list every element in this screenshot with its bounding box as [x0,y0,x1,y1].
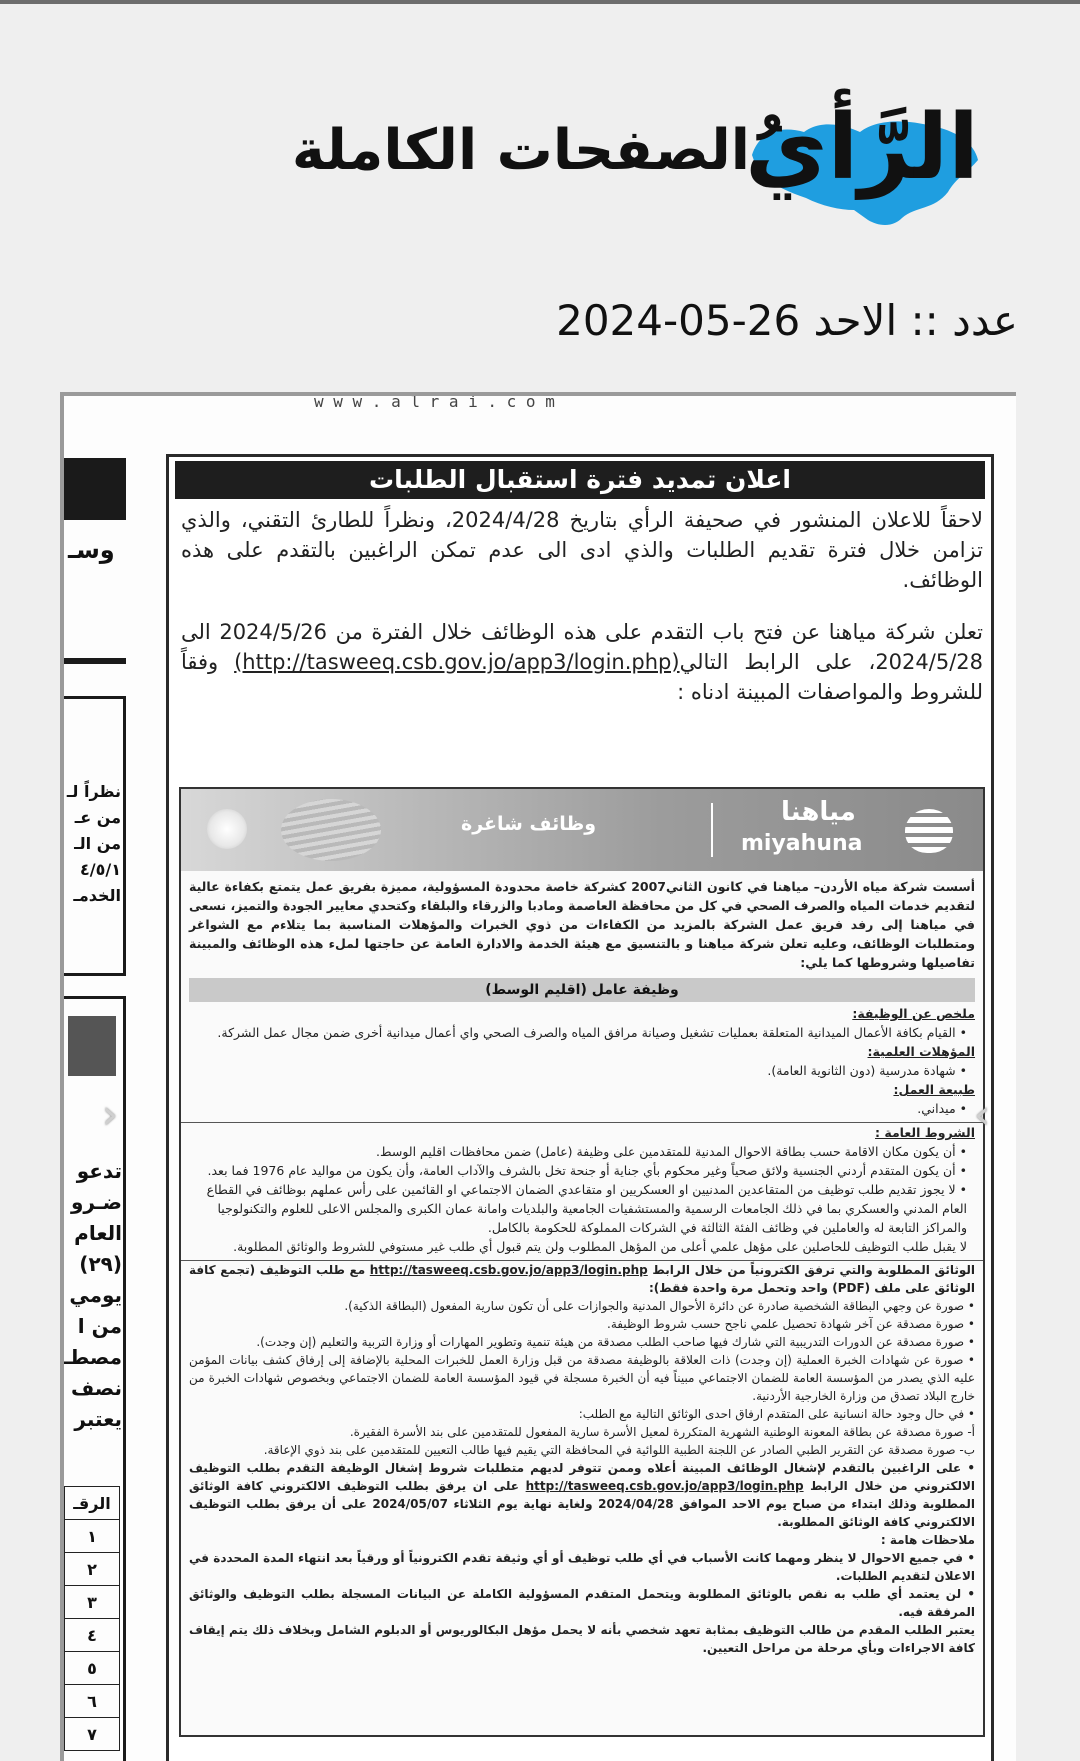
table-row: ٤ [65,1619,120,1652]
neighbor-rule [64,658,126,664]
general-conditions-heading: الشروط العامة : [875,1125,975,1140]
note-item: يعتبر الطلب المقدم من طالب التوظيف بمثابة تعهد شخصي بأنه لا يحمل مؤهل البكالوريوس أو الدبلوم الشامل وبخلاف ذلك يتم إيقاف كافة الاجراءات وبأي مرحلة من مراحل التعيين. [189,1623,975,1655]
announcement-paragraph-2 [169,617,991,707]
announcement-paragraph-2-text: تعلن شركة مياهنا عن فتح باب التقدم على هذه الوظائف خلال الفترة من 2024/5/26 الى 2024/5/28، على الرابط التالي [181,620,983,674]
application-link[interactable]: (http://tasweeq.csb.gov.jo/app3/login.php) [234,650,680,674]
table-row: ٧ [65,1718,120,1751]
company-intro: أسست شركة مياه الأردن– مياهنا في كانون الثاني2007 كشركة خاصة محدودة المسؤولية، مميزة بفريق عمل يتمتع بكفاءة عالية لتقديم خدمات المياه والصرف الصحي في كل من محافظة العاصمة ومادبا والزرقاء والبلقاء وكتحدي معايير الجودة والتميز، نسعى في مياهنا إلى رفد فريق عمل الشركة بالمزيد من الكفاءات من ذوي الخبرات والمؤهلات المناسبة بما يتلاءم مع الشواغر ومتطلبات الوظائف، وعليه تعلن شركة مياهنا و بالتنسيق مع هيئة الخدمة والادارة العامة عن حاجتها لملء هذه الوظائف والمبينة تفاصيلها وشروطها كما يلي: [189,879,975,970]
document-item: • صورة عن شهادات الخبرة العملية (إن وجدت) ذات العلاقة بالوظيفة مصدقة من قبل وزارة العمل للخبرات المحلية بالإضافة إلى إرفاق كشف بيانات المؤمن عليه الذي يصدر من المؤسسة العامة للضمان الاجتماعي مبيناً فيه أن الخبرة مسجلة في قيود المؤسسة العامة للضمان الاجتماعي وبخصوص شهادات الخبرة من خارج البلاد تصدق من وزارة الخارجية الأردنية. [189,1353,975,1403]
condition-item: • أن يكون المتقدم أردني الجنسية ولائق صحياً وغير محكوم بأي جناية أو جنحة تخل بالشرف والآداب العامة، وأن يكون من مواليد عام 1976 فما بعد. [207,1163,967,1178]
condition-item: لا يقبل طلب التوظيف للحاصلين على مؤهل علمي أعلى من المؤهل المطلوب ولن يتم قبول أي طلب غير مستوفي للشروط والوثائق المطلوبة. [233,1239,967,1254]
logo-text: الرَّأيُ [745,95,979,200]
announcement-paragraph-2-end: وفقاً للشروط والمواصفات المبينة ادناه : [181,650,983,704]
documents-link[interactable]: http://tasweeq.csb.gov.jo/app3/login.php [369,1263,648,1277]
neighbor-text: تدعو ضـرو العام (٢٩) يومي من ا مصطـ نصف يعتبر [63,1159,122,1431]
table-row: ٦ [65,1685,120,1718]
document-item: • صورة عن وجهي البطاقة الشخصية صادرة عن دائرة الأحوال المدنية والجوازات على أن تكون سارية المفعول (البطاقة الذكية). [344,1299,975,1313]
qualifications-text: • شهادة مدرسية (دون الثانوية العامة). [767,1063,967,1078]
table-row: ١ [65,1520,120,1553]
newspaper-page-viewer[interactable] [60,392,1016,1761]
wave-icon [281,799,381,861]
document-item: أ- صورة مصدقة عن بطاقة المعونة الوطنية الشهرية المتكررة لمعيل الأسرة سارية المفعول للمتقدمين على بند الأسرة الفقيرة. [349,1425,975,1439]
documents-intro [189,1261,975,1297]
document-item: • في حال وجود حالة انسانية على المتقدم ارفاق احدى الوثائق التالية مع الطلب: [578,1407,975,1421]
announcement-paragraph-1: لاحقاً للاعلان المنشور في صحيفة الرأي بتاريخ 2024/4/28، ونظراً للطارئ التقني، والذي تزامن خلال فترة تقديم الطلبات والذي ادى الى عدم تمكن الراغبين بالتقدم على هذه الوظائف. [181,508,983,592]
neighbor-word: وسـ [68,536,115,564]
neighbor-table [64,1486,120,1751]
neighbor-box-text: نظراً لـ من عـ من الـ ٤/٥/١ الخدمـ [66,782,121,905]
condition-item: • أن يكون مكان الاقامة حسب بطاقة الاحوال المدنية للمتقدمين على وظيفة (عامل) ضمن محافظات اقليم الوسط. [376,1144,967,1159]
issue-label: عدد :: الاحد [813,296,1018,345]
brand-name-arabic: مياهنا [781,797,856,827]
apply-link[interactable]: http://tasweeq.csb.gov.jo/app3/login.php [525,1479,804,1493]
note-item: • في جميع الاحوال لا ينظر ومهما كانت الأسباب في أي طلب توظيف أو أي وثيقة تقدم الكترونياً أو ورقياً بعد انتهاء المدة المحددة في الاعلان لتقديم الطلبات. [189,1551,975,1583]
miyahuna-banner [181,789,983,871]
apply-text: • على الراغبين بالتقدم لإشغال الوظائف المبينة أعلاه وممن تتوفر لديهم متطلبات شروط إشغال الوظيفة التقدم بطلب التوظيف الالكتروني من خلال الرابط [189,1461,975,1493]
apply-text-end: على ان يرفق بطلب التوظيف الالكتروني كافة الوثائق المطلوبة وذلك ابتداء من صباح يوم الاحد الموافق 2024/04/28 ولغاية نهاية يوم الثلاثاء 2024/05/07 على أن يرفق بطلب التوظيف الالكتروني كافة الوثائق المطلوبة. [189,1479,975,1529]
announcement-heading: اعلان تمديد فترة استقبال الطلبات [175,461,985,499]
neighbor-column [64,396,132,1761]
job-summary-section [181,1004,983,1118]
page-top-url: w w w . a l r a i . c o m [314,392,555,411]
condition-item: • لا يجوز تقديم طلب توظيف من المتقاعدين المدنيين او العسكريين او متقاعدي الضمان الاجتماعي او القائمين على رأس عملهم بوظائف في القطاع العام المدني والعسكري بما في ذلك الجامعات الرسمية والمستشفيات الجامعية والبلديات وامانة عمان الكبرى والمجلس الاعلى للعلوم والتكنولوجيا والمراكز التابعة له والعاملين في وظائف الفئة الثالثة في الشركات المملوكة للحكومة بالكامل. [206,1182,967,1235]
page-title: الصفحات الكاملة [291,118,750,183]
status-bar-edge [0,0,1080,4]
neighbor-table-header: الرقـ [65,1487,120,1520]
general-conditions-section [181,1122,983,1256]
work-nature-heading: طبيعة العمل: [893,1082,975,1097]
alrai-logo [742,60,982,235]
note-item: • لن يعتمد أي طلب به نقص بالوثائق المطلوبة ويتحمل المتقدم المسؤولية الكاملة عن البيانات المسجلة بطلب التوظيف والوثائق المرفقة فيه. [189,1587,975,1619]
banner-slogan: وظائف شاغرة [461,813,597,835]
work-nature-text: • ميداني. [917,1101,967,1116]
sun-icon [207,809,247,849]
banner-divider [711,803,713,857]
job-title-bar: وظيفة عامل (اقليم الوسط) [189,978,975,1002]
table-row: ٣ [65,1586,120,1619]
documents-intro-end: مع طلب التوظيف (تجمع كافة الوثائق على ملف (PDF) واحد وتحمل مرة واحدة فقط): [189,1263,975,1295]
neighbor-logo-icon [68,1016,116,1076]
table-row: ٥ [65,1652,120,1685]
header [0,40,1080,240]
document-item: ب- صورة مصدقة عن التقرير الطبي الصادر عن اللجنة الطبية اللوائية في المحافظة التي يقيم فيها طالب التعيين للمتقدمين على بند ذوي الإعاقة. [263,1443,975,1457]
miyahuna-job-ad [179,787,985,1737]
issue-date: 2024-05-26 [556,296,801,345]
neighbor-box [64,696,126,976]
documents-intro-text: الوثائق المطلوبة والتي ترفق الكترونياً من خلال الرابط [647,1263,975,1277]
neighbor-header-block [64,458,126,520]
job-summary-heading: ملخص عن الوظيفة: [852,1006,975,1021]
qualifications-heading: المؤهلات العلمية: [867,1044,975,1059]
notes-heading: ملاحظات هامة : [880,1533,975,1547]
document-item: • صورة مصدقة عن آخر شهادة تحصيل علمي ناجح حسب شروط الوظيفة. [607,1317,975,1331]
documents-section [181,1260,983,1657]
apply-instructions [189,1459,975,1531]
table-row: ٢ [65,1553,120,1586]
document-item: • صورة مصدقة عن الدورات التدريبية التي شارك فيها صاحب الطلب مصدقة من هيئة تنمية وتطوير المهارات أو وزارة التربية والتعليم (إن وجدت). [256,1335,975,1349]
next-page-chevron-icon[interactable]: › [974,1092,990,1138]
previous-page-chevron-icon[interactable]: ‹ [102,1092,118,1138]
job-summary-text: • القيام بكافة الأعمال الميدانية المتعلقة بعمليات تشغيل وصيانة مرافق المياه والصرف الصحي واي أعمال ميدانية أخرى ضمن مجال عمل الشركة. [217,1025,967,1040]
water-drop-icon [905,809,953,853]
brand-name-english: miyahuna [741,831,863,856]
announcement-box [166,454,994,1761]
issue-date-line [556,296,1018,345]
